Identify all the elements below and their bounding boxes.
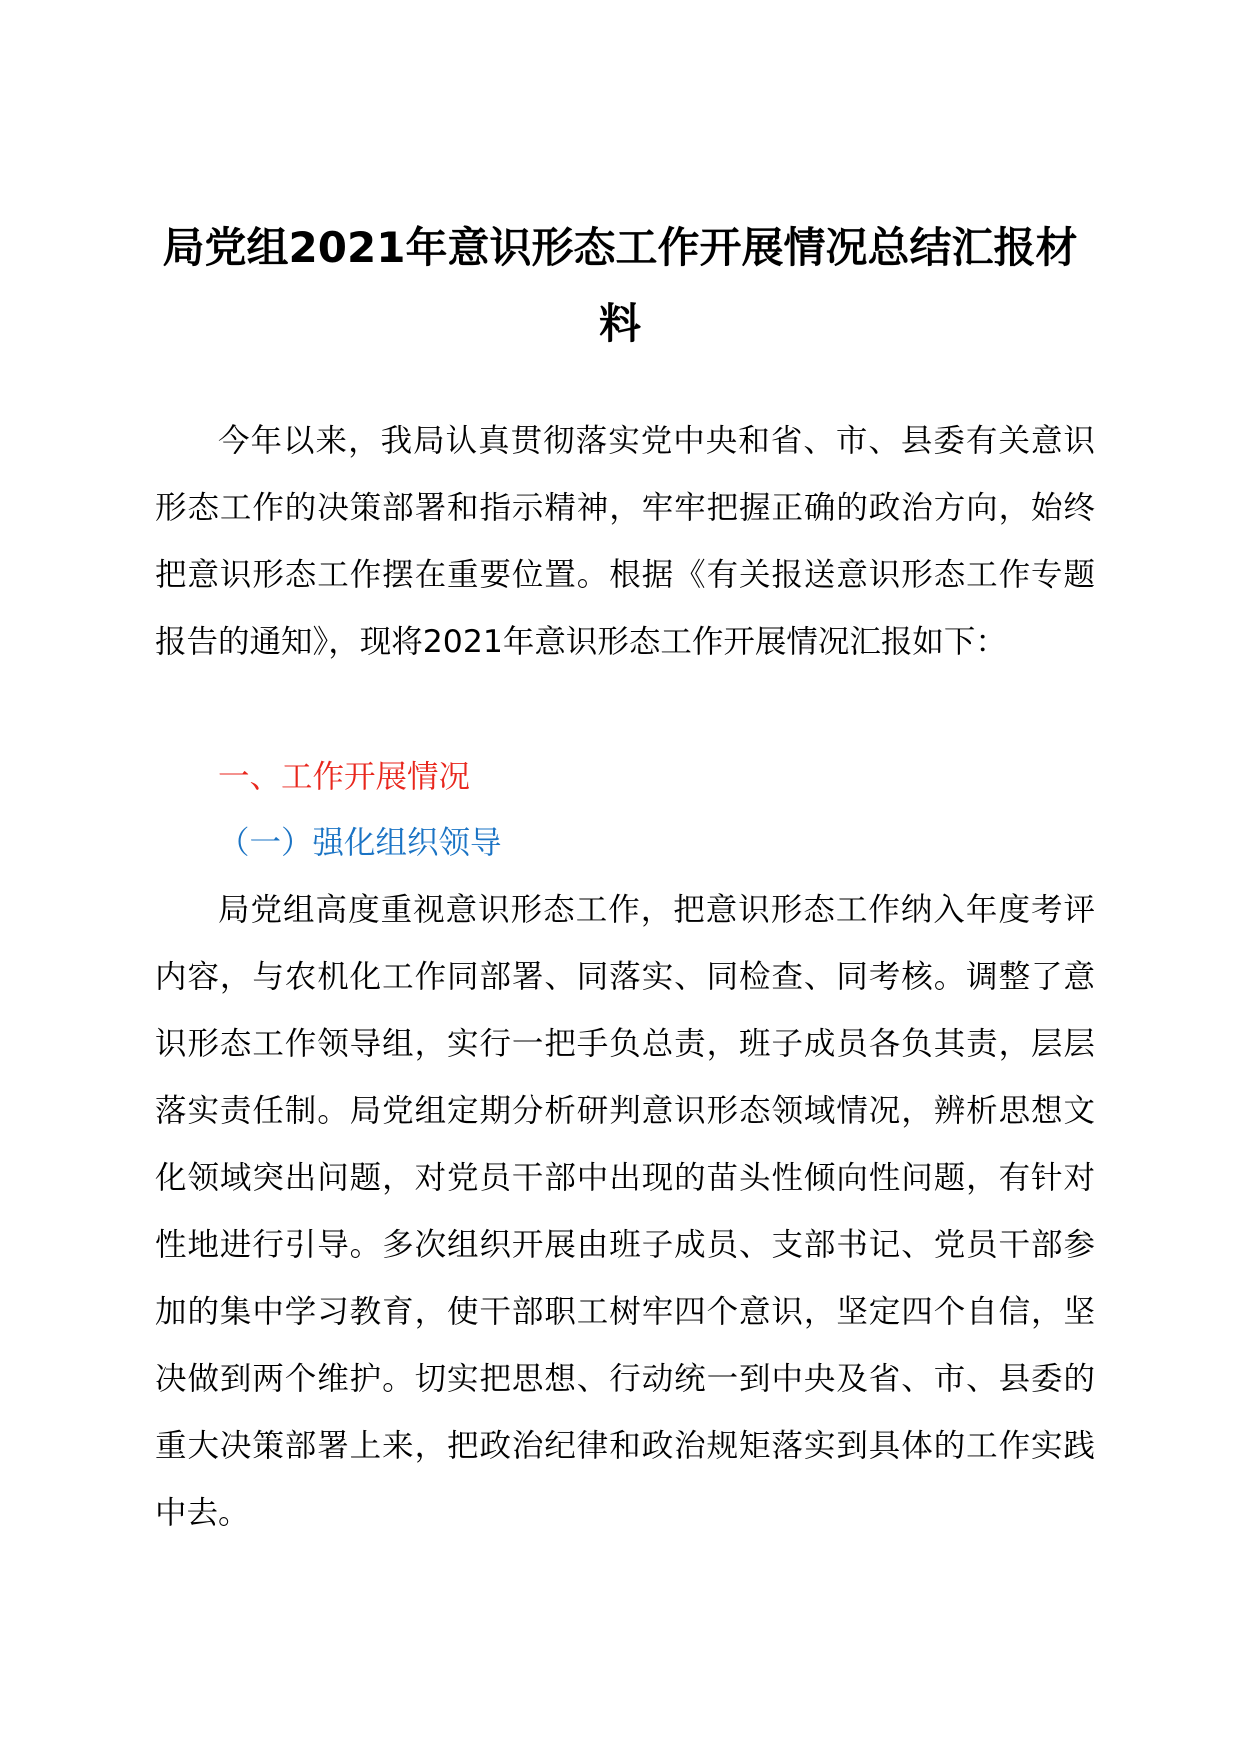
subsection-paragraph: 局党组高度重视意识形态工作，把意识形态工作纳入年度考评内容，与农机化工作同部署、同落实、同检查、同考核。调整了意识形态工作领导组，实行一把手负总责，班子成员各负其责，层层落实责任制。局党组定期分析研判意识形态领域情况，辨析思想文化领域突出问题，对党员干部中出现的苗头性倾向性问题，有针对性地进行引导。多次组织开展由班子成员、支部书记、党员干部参加的集中学习教育，使干部职工树牢四个意识，坚定四个自信，坚决做到两个维护。切实把思想、行动统一到中央及省、市、县委的重大决策部署上来，把政治纪律和政治规矩落实到具体的工作实践中去。 <box>155 892 1095 1531</box>
section-heading: 一、工作开展情况 <box>218 759 471 795</box>
subsection-heading: （一）强化组织领导 <box>218 825 502 861</box>
document-title: 局党组2021年意识形态工作开展情况总结汇报材料 <box>162 223 1078 348</box>
intro-paragraph: 今年以来，我局认真贯彻落实党中央和省、市、县委有关意识形态工作的决策部署和指示精神，牢牢把握正确的政治方向，始终把意识形态工作摆在重要位置。根据《有关报送意识形态工作专题报告的通知》，现将2021年意识形态工作开展情况汇报如下： <box>155 423 1095 660</box>
